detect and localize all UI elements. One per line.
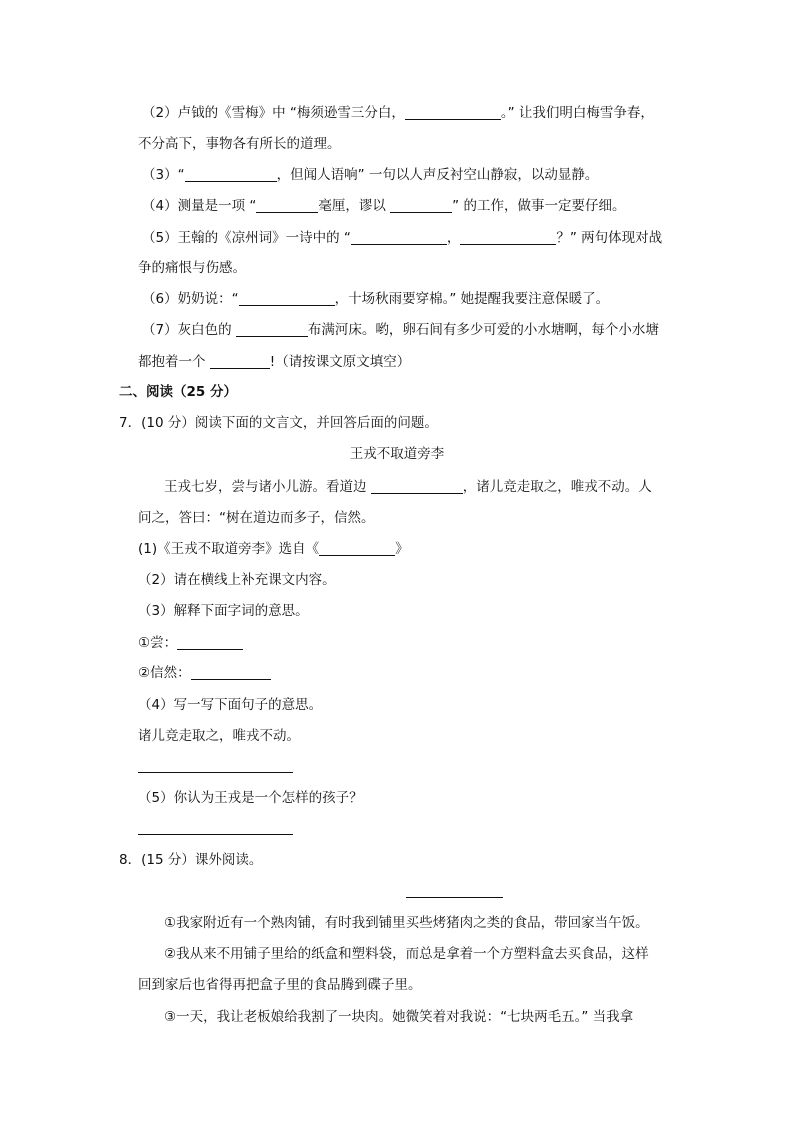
text: 布满河床。哟，卵石间有多少可爱的小水塘啊，每个小水塘 <box>307 322 659 338</box>
q7-sub4: （4）写一写下面句子的意思。 <box>138 697 323 713</box>
answer-blank[interactable] <box>390 198 452 213</box>
text: 毫厘，谬以 <box>318 198 391 214</box>
text: （6）奶奶说：“ <box>142 291 239 307</box>
answer-blank[interactable] <box>371 479 463 494</box>
text: ” 的工作，做事一定要仔细。 <box>452 198 626 214</box>
section-heading: 二、阅读（25 分） <box>119 384 237 400</box>
text: （3）“ <box>142 167 185 183</box>
q7-sub3: （3）解释下面字词的意思。 <box>138 603 309 619</box>
answer-line[interactable] <box>138 834 293 835</box>
text: ，十场秋雨要穿棉。” 她提醒我要注意保暖了。 <box>334 291 610 307</box>
text: ， <box>446 230 461 246</box>
q8-para2-line2: 回到家后也省得再把盒子里的食品腾到碟子里。 <box>138 977 422 993</box>
answer-blank[interactable] <box>185 167 277 182</box>
answer-blank[interactable] <box>460 230 556 245</box>
text: 。” 让我们明白梅雪争春， <box>500 105 654 121</box>
text: （2）卢钺的《雪梅》中 “梅须逊雪三分白， <box>142 105 405 121</box>
q8-stem: 8．(15 分）课外阅读。 <box>119 852 263 868</box>
q6-item2-line2: 不分高下，事物各有所长的道理。 <box>138 136 341 152</box>
q8-para3: ③一天，我让老板娘给我割了一块肉。她微笑着对我说：“七块两毛五。” 当我拿 <box>164 1009 634 1025</box>
text: ，诸儿竞走取之，唯戎不动。人 <box>462 479 652 495</box>
answer-blank[interactable] <box>319 541 395 556</box>
text: ①尝： <box>138 635 178 651</box>
q7-stem: 7．(10 分）阅读下面的文言文，并回答后面的问题。 <box>119 415 438 431</box>
text: （5）王翰的《凉州词》一诗中的 “ <box>142 230 351 246</box>
q7-sub5: （5）你认为王戎是一个怎样的孩子？ <box>138 790 363 806</box>
q6-item7-line2 <box>138 353 410 371</box>
q6-item4 <box>142 197 625 215</box>
q8-para1: ①我家附近有一个熟肉铺，有时我到铺里买些烤猪肉之类的食品，带回家当午饭。 <box>164 915 649 931</box>
q7-sub1 <box>138 540 409 558</box>
q7-word1 <box>138 634 243 652</box>
answer-blank[interactable] <box>239 291 335 306</box>
answer-blank[interactable] <box>256 198 318 213</box>
answer-blank[interactable] <box>405 105 501 120</box>
q7-sentence: 诸儿竞走取之，唯戎不动。 <box>138 728 300 744</box>
text: !（请按课文原文填空） <box>269 354 411 370</box>
text: （7）灰白色的 <box>142 322 236 338</box>
passage-line2: 问之，答曰：“树在道边而多子，信然。 <box>138 510 375 526</box>
title-blank[interactable] <box>406 897 503 898</box>
text: 王戎七岁，尝与诸小儿游。看道边 <box>164 479 371 495</box>
text: 都抱着一个 <box>138 354 210 370</box>
passage-title: 王戎不取道旁李 <box>349 446 445 462</box>
q6-item6 <box>142 290 609 308</box>
answer-blank[interactable] <box>210 354 270 369</box>
answer-blank[interactable] <box>236 322 308 337</box>
answer-blank[interactable] <box>351 230 447 245</box>
answer-line[interactable] <box>138 772 293 773</box>
text: (1)《王戎不取道旁李》选自《 <box>138 541 320 557</box>
text: （4）测量是一项 “ <box>142 198 257 214</box>
q6-item5-line1 <box>142 229 662 247</box>
q6-item5-line2: 争的痛恨与伤感。 <box>138 260 246 276</box>
q8-para2-line1: ②我从来不用铺子里给的纸盒和塑料袋，而总是拿着一个方塑料盒去买食品，这样 <box>164 946 649 962</box>
text: ②信然： <box>138 665 191 681</box>
q6-item3 <box>142 166 598 184</box>
q7-sub2: （2）请在横线上补充课文内容。 <box>138 572 336 588</box>
text: ，但闻人语响” 一句以人声反衬空山静寂，以动显静。 <box>276 167 599 183</box>
q6-item7-line1 <box>142 321 659 339</box>
q6-item2-line1 <box>142 104 654 122</box>
passage-line1 <box>164 478 652 496</box>
text: ？” 两句体现对战 <box>556 230 663 246</box>
text: 》 <box>395 541 409 557</box>
answer-blank[interactable] <box>177 635 243 650</box>
q7-word2 <box>138 664 271 682</box>
answer-blank[interactable] <box>191 665 271 680</box>
